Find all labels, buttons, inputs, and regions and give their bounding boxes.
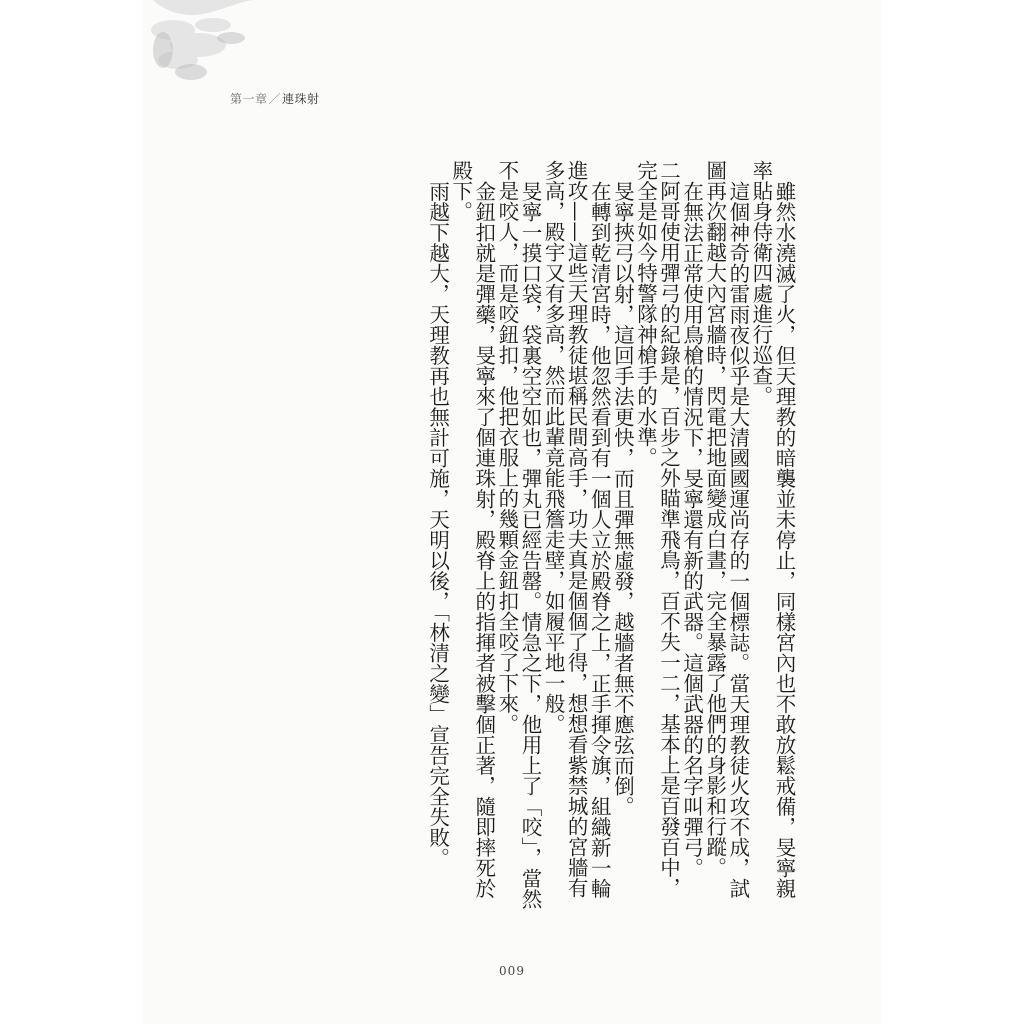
paragraph-2: 這個神奇的雷雨夜似乎是大清國國運尚存的一個標誌。當天理教徒火攻不成，試圖再次翻越大內宮牆時，閃電把地面變成白晝，完全暴露了他們的身影和行蹤。 [702,160,750,898]
decorative-cloud-illustration [143,0,293,90]
paragraph-9: 雨越下越大，天理教再也無計可施，天明以後，「林清之變」宣告完全失敗。 [425,180,450,868]
paragraph-4: 二阿哥使用彈弓的紀錄是，百步之外瞄準飛鳥，百不失一二，基本上是百發百中，完全是如今特警隊神槍手的水準。 [633,160,681,898]
paragraph-7: 旻寧一摸口袋，袋裏空空如也，彈丸已經告罄。情急之下，他用上了「咬」，當然不是咬人，而是咬鈕扣，他把衣服上的幾顆金鈕扣全咬了下來。 [494,160,542,909]
page-number: 009 [499,964,525,978]
paragraph-1: 雖然水澆滅了火，但天理教的暗襲並未停止，同樣宮內也不敢放鬆戒備，旻寧親率貼身侍衛四處進行巡查。 [748,160,796,898]
chapter-label: 第一章 [230,92,268,106]
chapter-title: 連珠射 [282,92,320,106]
running-header [230,90,320,107]
paragraph-3: 在無法正常使用鳥槍的情況下，旻寧還有新的武器。這個武器的名字叫彈弓。 [679,180,704,878]
paragraph-5: 旻寧挾弓以射，這回手法更快，而且彈無虛發，越牆者無不應弦而倒。 [610,180,635,816]
paragraph-6: 在轉到乾清宮時，他忽然看到有一個人立於殿脊之上，正手揮令旗，組織新一輪進攻——這些天理教徒堪稱民間高手，功夫真是個個了得，想想看紫禁城的宮牆有多高，殿宇又有多高，然而此輩竟能飛簷走壁，如履平地一般。 [541,160,612,898]
vertical-body-text [333,160,795,910]
header-separator: ／ [268,92,282,106]
paragraph-8: 金鈕扣就是彈藥，旻寧來了個連珠射，殿脊上的指揮者被擊個正著，隨即摔死於殿下。 [448,160,496,898]
